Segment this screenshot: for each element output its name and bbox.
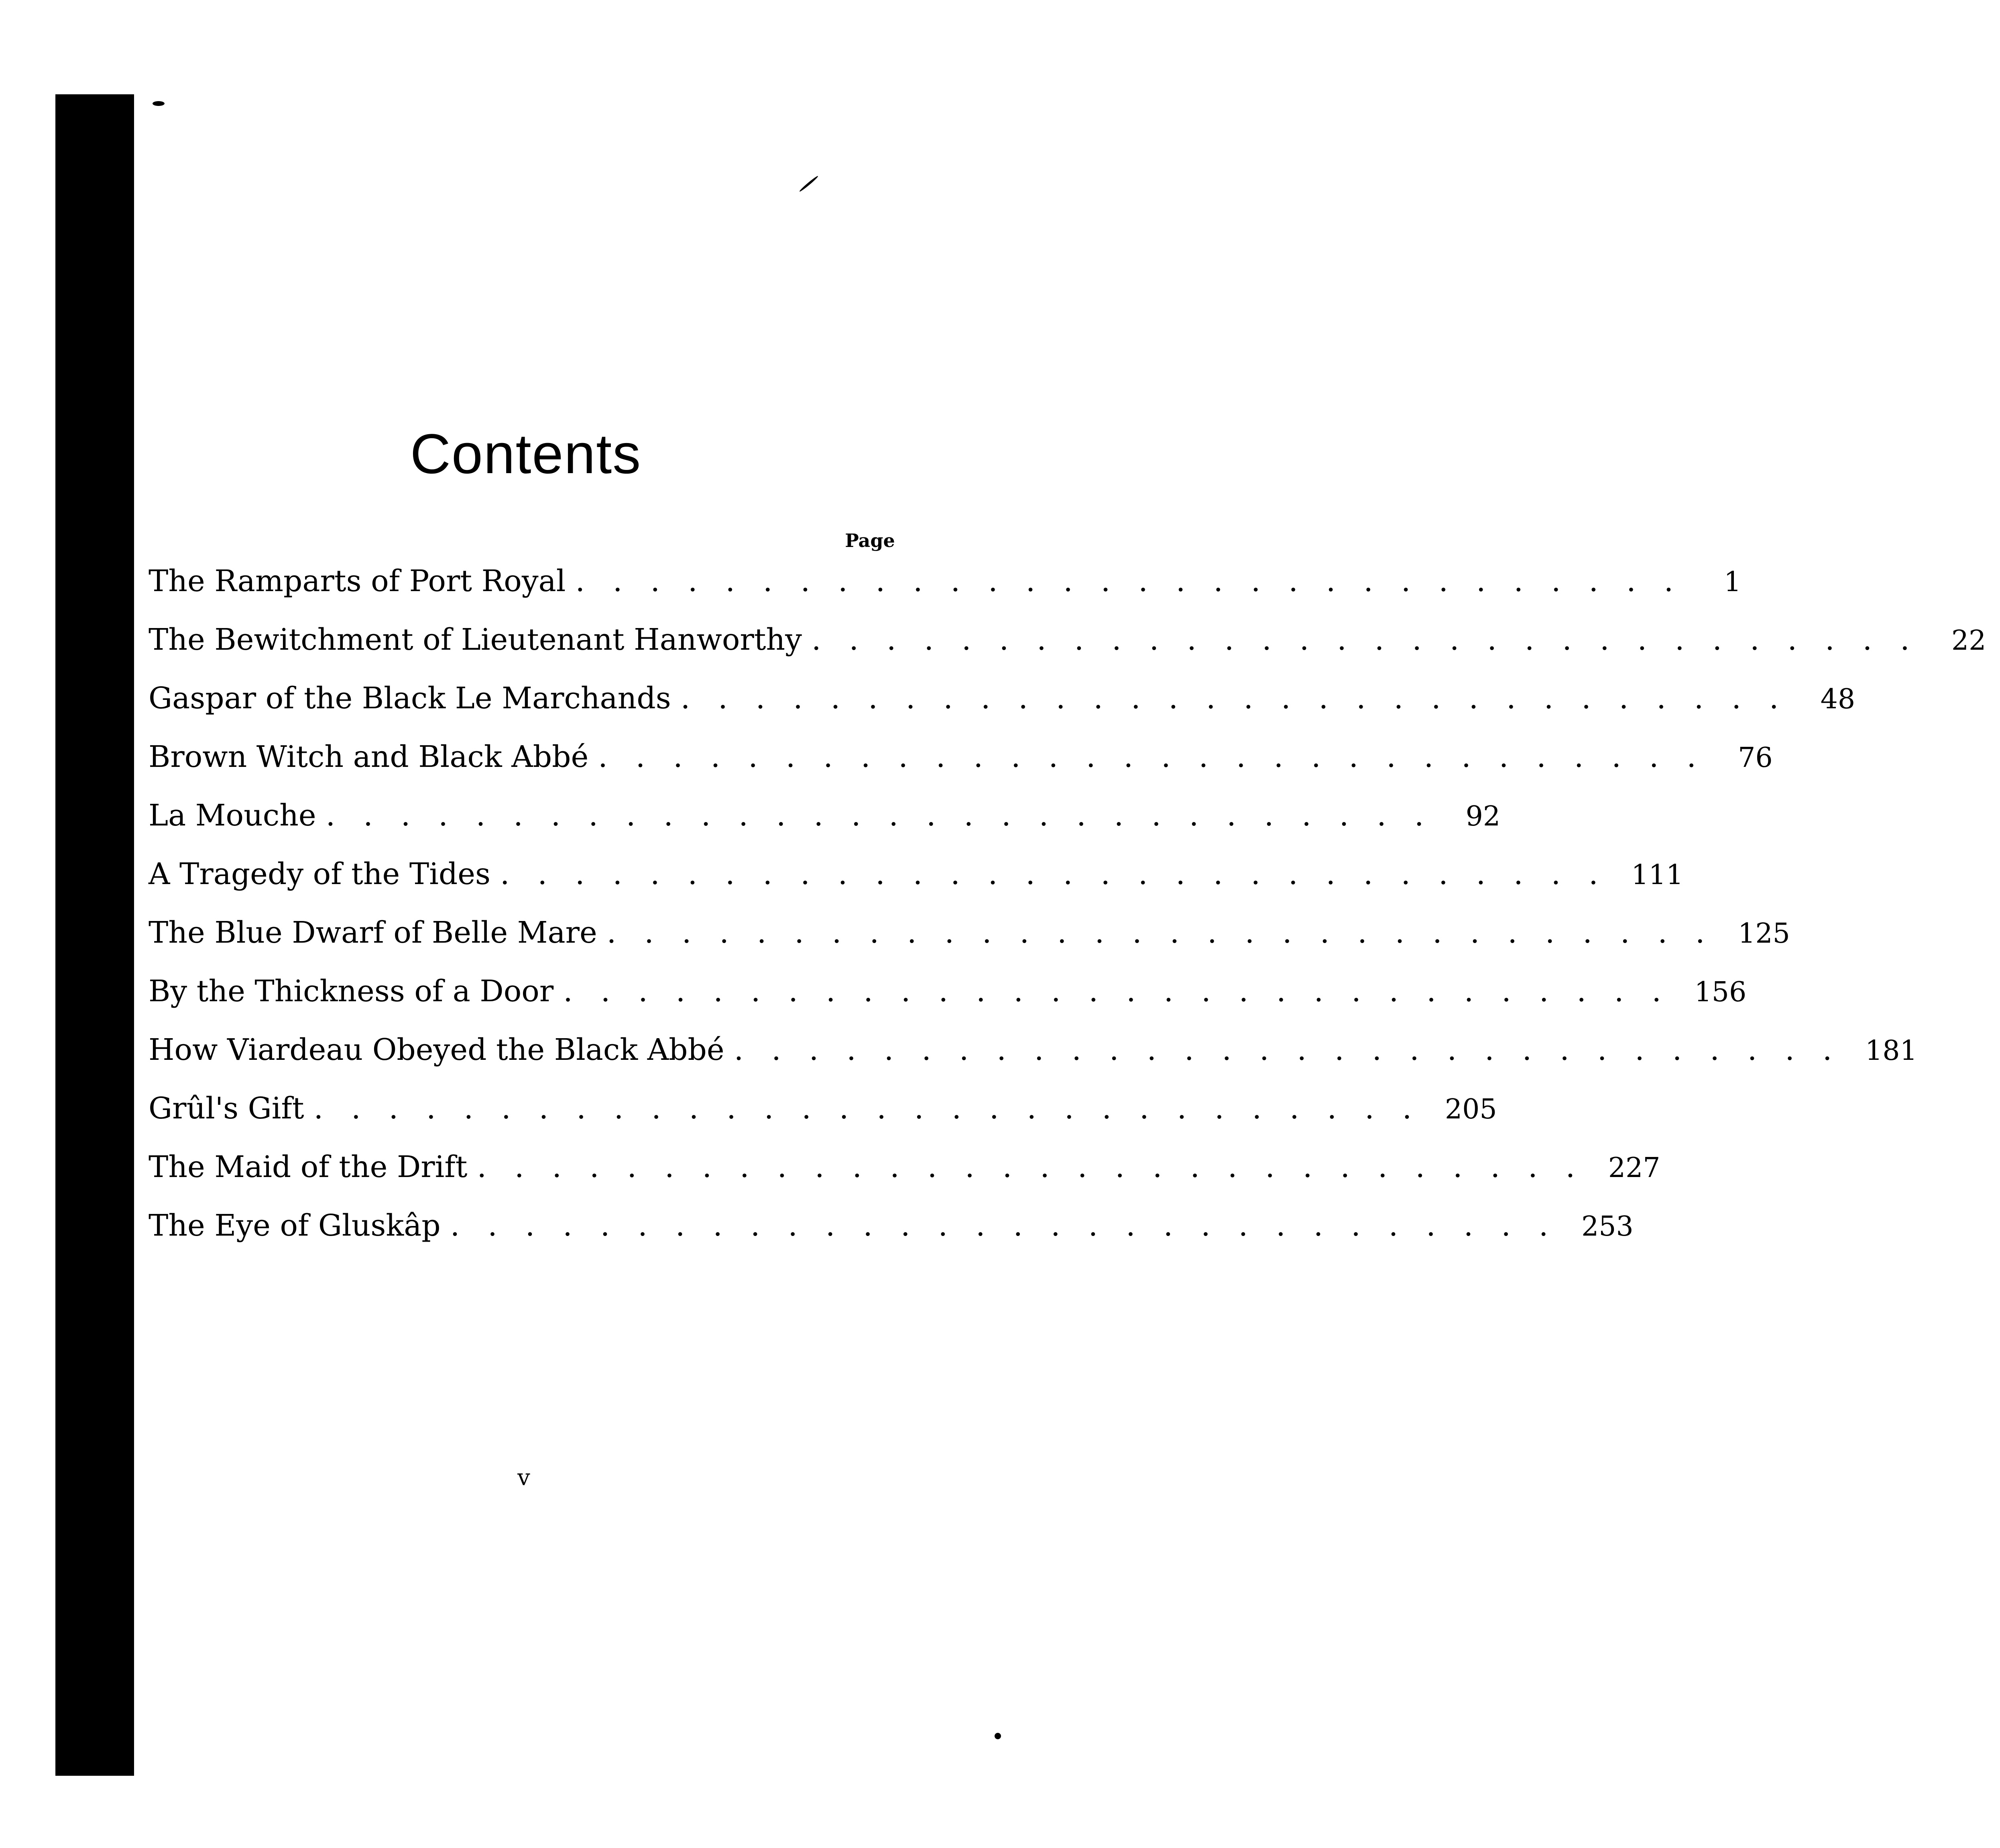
toc-entry[interactable] — [149, 1079, 1497, 1138]
page-column-label: Page — [845, 530, 895, 551]
dot-leader: .............................. — [500, 857, 1626, 891]
toc-entry-title: The Eye of Gluskâp — [149, 1208, 441, 1243]
toc-entry-page: 156 — [1694, 976, 1747, 1008]
scan-speck — [799, 175, 819, 192]
toc-entry[interactable] — [149, 1196, 1634, 1255]
toc-entry-title: By the Thickness of a Door — [149, 974, 554, 1008]
dot-leader: .............................. — [734, 1033, 1860, 1067]
scan-speck — [153, 101, 165, 106]
toc-entry-page: 22 — [1951, 625, 1986, 657]
toc-entry-title: The Blue Dwarf of Belle Mare — [149, 915, 597, 950]
page-number: v — [517, 1465, 530, 1491]
toc-entry-page: 48 — [1820, 683, 1856, 715]
toc-entry-title: Gaspar of the Black Le Marchands — [149, 681, 671, 716]
toc-entry-title: How Viardeau Obeyed the Black Abbé — [149, 1033, 724, 1067]
table-of-contents — [149, 552, 1986, 1255]
toc-entry-page: 1 — [1723, 566, 1742, 598]
toc-entry-title: La Mouche — [149, 798, 316, 833]
dot-leader: .............................. — [450, 1208, 1577, 1243]
toc-entry[interactable] — [149, 610, 1986, 669]
toc-entry-page: 181 — [1865, 1035, 1917, 1067]
toc-entry-title: A Tragedy of the Tides — [149, 857, 491, 891]
dot-leader: .............................. — [477, 1150, 1603, 1184]
toc-entry[interactable] — [149, 552, 1742, 610]
toc-entry[interactable] — [149, 903, 1790, 962]
toc-entry-title: Brown Witch and Black Abbé — [149, 740, 589, 774]
toc-entry-page: 111 — [1631, 859, 1684, 891]
toc-entry-page: 125 — [1738, 918, 1790, 949]
toc-entry[interactable] — [149, 786, 1501, 845]
dot-leader: .............................. — [563, 974, 1689, 1008]
toc-entry-title: The Maid of the Drift — [149, 1150, 468, 1184]
toc-entry-title: The Ramparts of Port Royal — [149, 564, 566, 598]
toc-entry[interactable] — [149, 962, 1747, 1021]
dot-leader: .............................. — [606, 915, 1733, 950]
page-title: Contents — [410, 422, 642, 485]
toc-entry-page: 253 — [1581, 1211, 1634, 1242]
toc-entry[interactable] — [149, 845, 1684, 903]
toc-entry-title: The Bewitchment of Lieutenant Hanworthy — [149, 622, 802, 657]
dot-leader: .............................. — [326, 798, 1452, 833]
toc-entry-page: 76 — [1738, 742, 1773, 774]
toc-entry[interactable] — [149, 728, 1773, 786]
dot-leader: .............................. — [313, 1091, 1440, 1126]
dot-leader: .............................. — [598, 740, 1724, 774]
toc-entry[interactable] — [149, 1021, 1917, 1079]
scanned-page-edge — [55, 94, 134, 1776]
scan-speck — [995, 1733, 1001, 1739]
toc-entry-page: 227 — [1608, 1152, 1660, 1184]
dot-leader: .............................. — [575, 564, 1702, 598]
dot-leader: .............................. — [680, 681, 1807, 716]
toc-entry[interactable] — [149, 1138, 1660, 1196]
toc-entry-page: 92 — [1465, 801, 1501, 832]
toc-entry[interactable] — [149, 669, 1856, 728]
dot-leader: .............................. — [811, 622, 1938, 657]
toc-entry-page: 205 — [1445, 1094, 1497, 1125]
toc-entry-title: Grûl's Gift — [149, 1091, 304, 1126]
